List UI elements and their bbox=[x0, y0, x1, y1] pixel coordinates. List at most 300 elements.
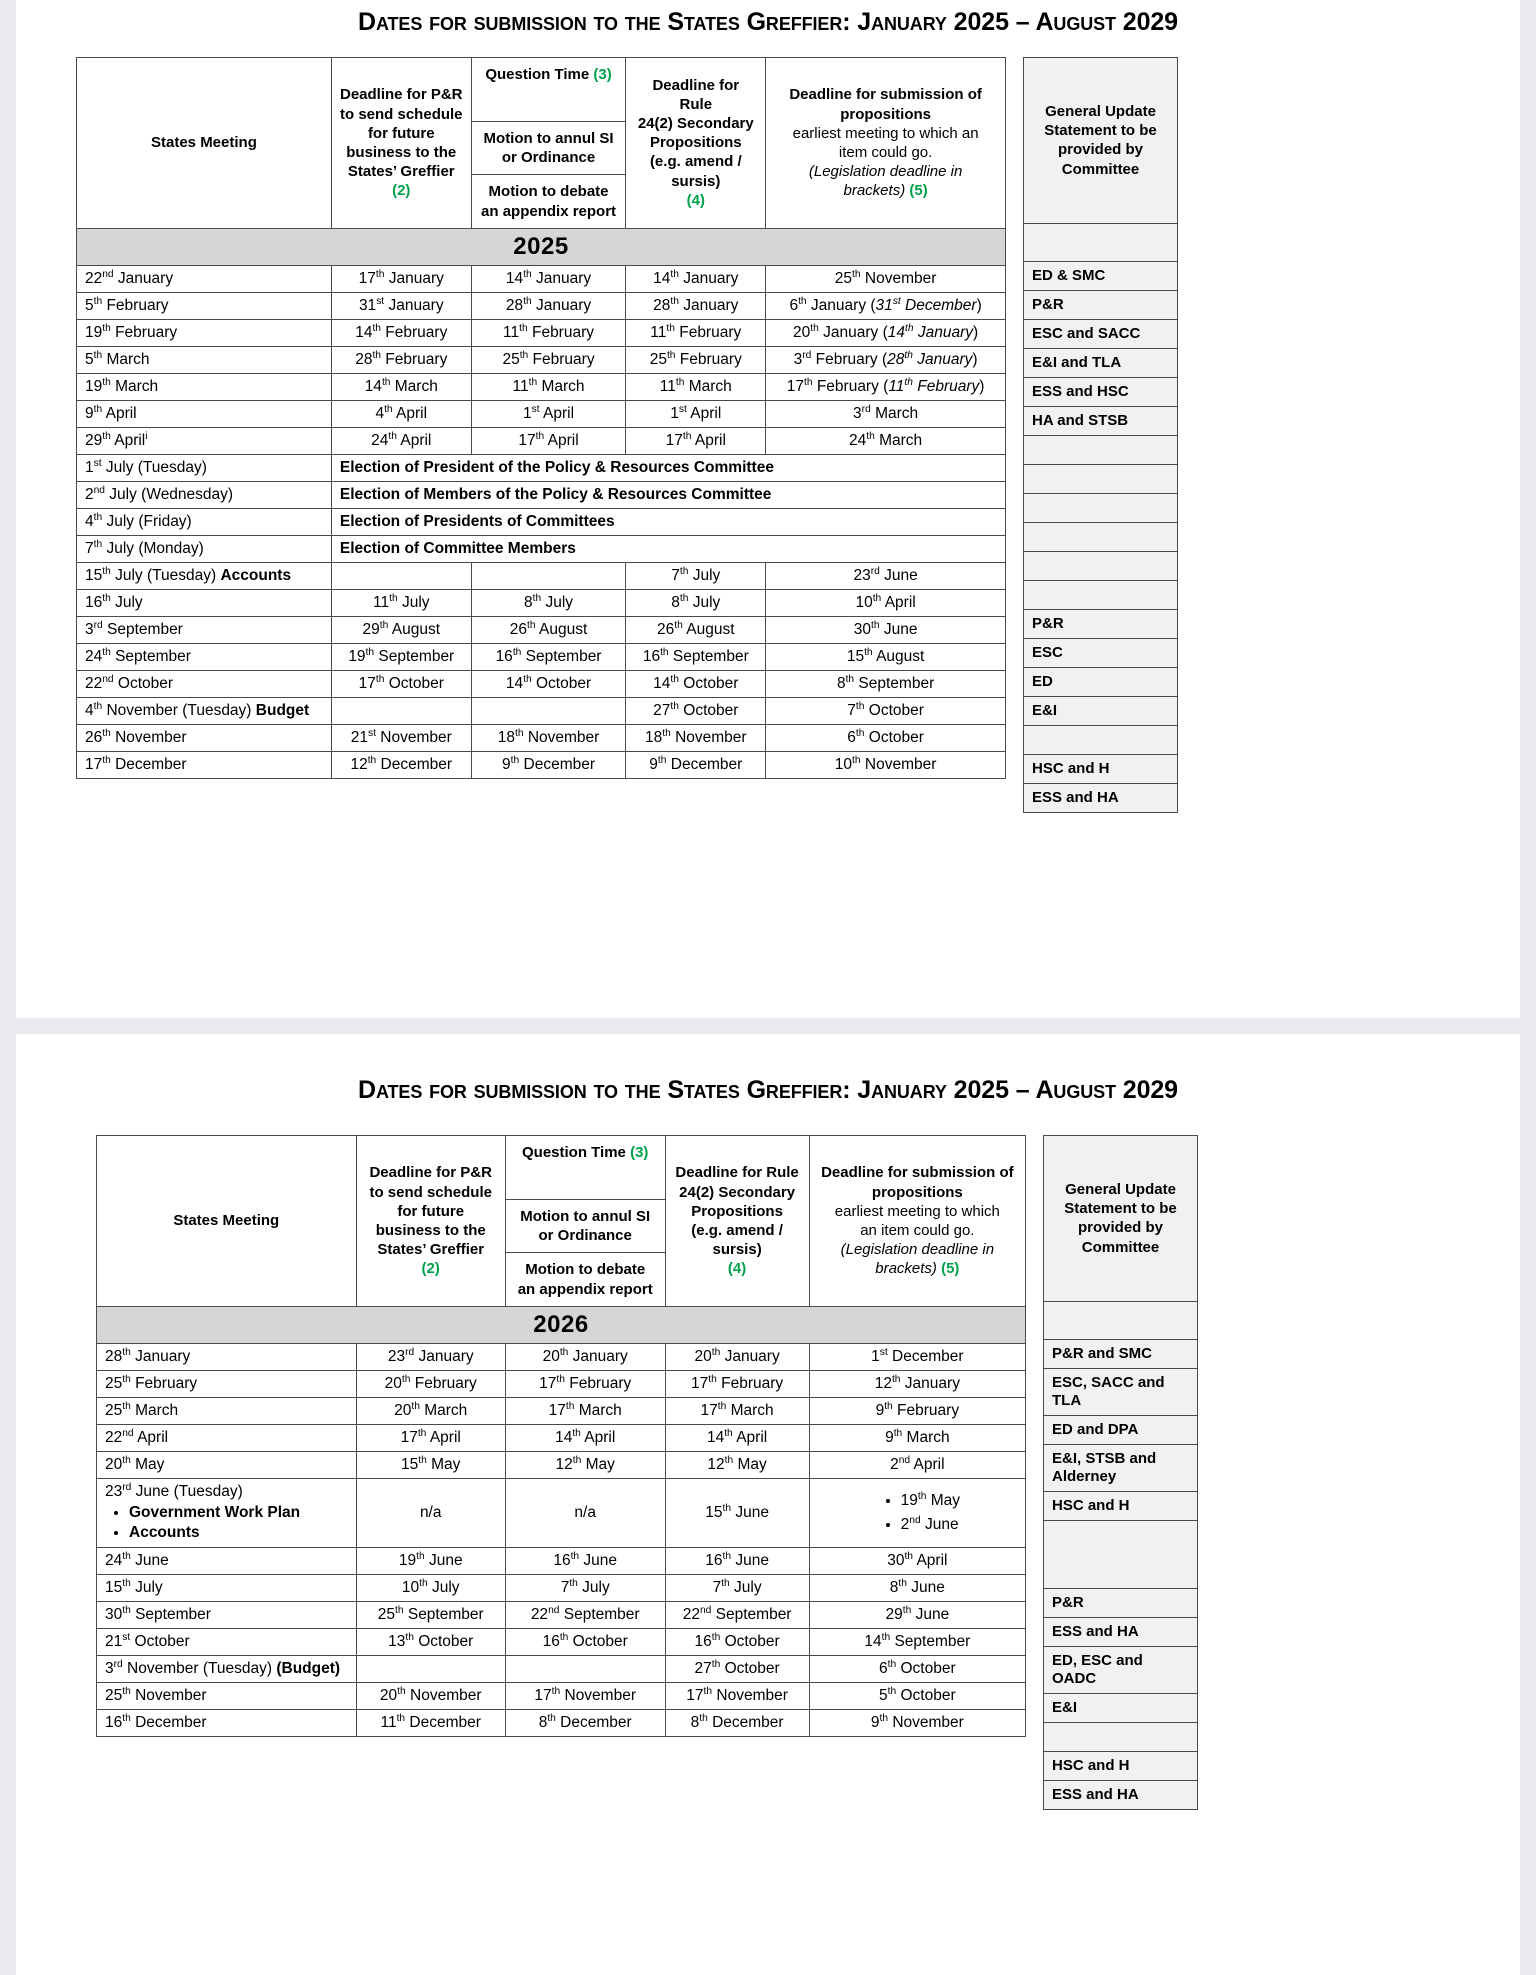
rule24-cell: 9th December bbox=[626, 751, 766, 778]
propositions-cell: 6th January (31st December) bbox=[766, 292, 1006, 319]
committee-row bbox=[1044, 1339, 1198, 1368]
question-time-cell: 8th December bbox=[505, 1709, 665, 1736]
committee-cell: P&R bbox=[1024, 290, 1178, 319]
committee-cell: HA and STSB bbox=[1024, 406, 1178, 435]
meeting-date-cell: 3rd November (Tuesday) (Budget) bbox=[97, 1655, 357, 1682]
committee-row bbox=[1044, 1415, 1198, 1444]
committee-cell: E&I bbox=[1044, 1693, 1198, 1722]
col-question-time-2026 bbox=[505, 1136, 665, 1307]
committee-row bbox=[1024, 551, 1178, 580]
question-time-cell: 14th April bbox=[505, 1424, 665, 1451]
committee-row bbox=[1024, 638, 1178, 667]
meeting-date-cell: 9th April bbox=[77, 400, 332, 427]
pr-deadline-cell bbox=[331, 697, 471, 724]
committee-row bbox=[1024, 377, 1178, 406]
table-row bbox=[77, 481, 1006, 508]
qt-annul-row bbox=[472, 122, 626, 175]
committee-row bbox=[1044, 1780, 1198, 1809]
pr-deadline-cell: 29th August bbox=[331, 616, 471, 643]
committee-cell: HSC and H bbox=[1044, 1751, 1198, 1780]
col-props-note: (5) bbox=[909, 182, 928, 200]
col-pr-l1: Deadline for P&R bbox=[340, 86, 463, 104]
table-row bbox=[97, 1547, 1026, 1574]
col-r24-l4-2026: (e.g. amend / bbox=[691, 1221, 783, 1239]
question-time-cell: 1st April bbox=[471, 400, 626, 427]
table-row bbox=[77, 427, 1006, 454]
col-props-l5: (Legislation deadline in bbox=[808, 163, 963, 181]
committee-cell: ESS and HA bbox=[1024, 783, 1178, 812]
meeting-date-cell: 22nd October bbox=[77, 670, 332, 697]
rule24-cell: 27th October bbox=[626, 697, 766, 724]
col-props-l6: brackets) bbox=[843, 182, 906, 200]
meeting-date-cell: 5th February bbox=[77, 292, 332, 319]
rule24-cell: 14th January bbox=[626, 265, 766, 292]
meeting-date-cell: 26th November bbox=[77, 724, 332, 751]
committee-row bbox=[1024, 609, 1178, 638]
table-row bbox=[77, 454, 1006, 481]
propositions-cell: 7th October bbox=[766, 697, 1006, 724]
pr-deadline-cell: 12th December bbox=[331, 751, 471, 778]
election-note-cell: Election of Members of the Policy & Resources Committee bbox=[331, 481, 1005, 508]
col-cmt-l3: provided by bbox=[1057, 141, 1143, 159]
question-time-cell: 12th May bbox=[505, 1451, 665, 1478]
committee-body-2026 bbox=[1044, 1301, 1198, 1809]
rule24-cell: 12th May bbox=[665, 1451, 809, 1478]
propositions-cell: 9th March bbox=[809, 1424, 1025, 1451]
committee-cell bbox=[1024, 464, 1178, 493]
pr-deadline-cell: 24th April bbox=[331, 427, 471, 454]
committee-row bbox=[1024, 522, 1178, 551]
pr-deadline-cell: 20th November bbox=[356, 1682, 505, 1709]
committee-cell: P&R and SMC bbox=[1044, 1339, 1198, 1368]
col-pr-note: (2) bbox=[392, 182, 411, 200]
committee-row bbox=[1044, 1491, 1198, 1520]
question-time-cell: 14th January bbox=[471, 265, 626, 292]
table-row bbox=[77, 346, 1006, 373]
committee-cell: HSC and H bbox=[1044, 1491, 1198, 1520]
committee-year-blank-2025 bbox=[1024, 223, 1178, 261]
question-time-cell: 28th January bbox=[471, 292, 626, 319]
meeting-date-cell: 5th March bbox=[77, 346, 332, 373]
table-row bbox=[77, 589, 1006, 616]
pr-deadline-cell: 31st January bbox=[331, 292, 471, 319]
col-props-l4: item could go. bbox=[838, 143, 933, 161]
rule24-cell: 16th September bbox=[626, 643, 766, 670]
rule24-cell: 7th July bbox=[665, 1574, 809, 1601]
committee-row bbox=[1044, 1646, 1198, 1693]
col-qt-label-2026: Question Time bbox=[521, 1144, 626, 1161]
rule24-cell: 28th January bbox=[626, 292, 766, 319]
meeting-date-cell: 20th May bbox=[97, 1451, 357, 1478]
table-row bbox=[77, 697, 1006, 724]
committee-row bbox=[1024, 725, 1178, 754]
rule24-cell: 8th December bbox=[665, 1709, 809, 1736]
meeting-date-cell bbox=[97, 1478, 357, 1547]
rule24-cell: 16th June bbox=[665, 1547, 809, 1574]
rule24-cell: 14th October bbox=[626, 670, 766, 697]
rule24-cell: 26th August bbox=[626, 616, 766, 643]
pr-deadline-cell: n/a bbox=[356, 1478, 505, 1547]
committee-cell bbox=[1024, 435, 1178, 464]
schedule-table-2026 bbox=[96, 1135, 1026, 1737]
col-props-note-2026: (5) bbox=[941, 1260, 960, 1278]
question-time-cell: 17th February bbox=[505, 1370, 665, 1397]
col-props-l6-2026: brackets) bbox=[875, 1260, 937, 1278]
meeting-date-cell: 15th July (Tuesday) Accounts bbox=[77, 562, 332, 589]
col-r24-l5: sursis) bbox=[671, 172, 721, 190]
committee-row bbox=[1024, 754, 1178, 783]
rule24-cell: 14th April bbox=[665, 1424, 809, 1451]
pr-deadline-cell: 17th October bbox=[331, 670, 471, 697]
table-body-2025 bbox=[77, 228, 1006, 778]
election-note-cell: Election of President of the Policy & Resources Committee bbox=[331, 454, 1005, 481]
question-time-cell: 18th November bbox=[471, 724, 626, 751]
propositions-cell: 3rd March bbox=[766, 400, 1006, 427]
table-row bbox=[77, 319, 1006, 346]
committee-cell: E&I, STSB and Alderney bbox=[1044, 1444, 1198, 1491]
col-props-l2-2026: propositions bbox=[871, 1183, 963, 1201]
col-annul-l1: Motion to annul SI bbox=[483, 130, 614, 147]
rule24-cell: 17th April bbox=[626, 427, 766, 454]
rule24-cell: 17th March bbox=[665, 1397, 809, 1424]
propositions-cell: 6th October bbox=[809, 1655, 1025, 1682]
committee-cell bbox=[1024, 551, 1178, 580]
committee-cell bbox=[1024, 725, 1178, 754]
meeting-date-cell: 17th December bbox=[77, 751, 332, 778]
col-question-time bbox=[471, 58, 626, 229]
meeting-date-cell: 22nd January bbox=[77, 265, 332, 292]
col-cmt-l4: Committee bbox=[1061, 160, 1140, 178]
schedule-table-2025 bbox=[76, 57, 1006, 779]
rule24-cell: 20th January bbox=[665, 1343, 809, 1370]
table-row bbox=[77, 508, 1006, 535]
propositions-cell: 10th April bbox=[766, 589, 1006, 616]
tables-wrap-2025 bbox=[16, 57, 1520, 813]
col-r24-l4: (e.g. amend / bbox=[649, 153, 742, 171]
col-qt-label: Question Time bbox=[485, 66, 590, 83]
committee-row bbox=[1024, 580, 1178, 609]
table-row bbox=[97, 1424, 1026, 1451]
pr-deadline-cell: 28th February bbox=[331, 346, 471, 373]
table-row bbox=[97, 1451, 1026, 1478]
pr-deadline-cell: 20th March bbox=[356, 1397, 505, 1424]
col-r24-l2-2026: 24(2) Secondary bbox=[679, 1183, 796, 1201]
propositions-bullet-list bbox=[875, 1489, 960, 1537]
election-note-cell: Election of Presidents of Committees bbox=[331, 508, 1005, 535]
year-band-row-2026 bbox=[97, 1306, 1026, 1343]
table-row bbox=[77, 724, 1006, 751]
meeting-date-cell: 4th July (Friday) bbox=[77, 508, 332, 535]
year-label-2026: 2026 bbox=[97, 1306, 1026, 1343]
committee-header-2026 bbox=[1044, 1136, 1198, 1302]
pr-deadline-cell bbox=[331, 562, 471, 589]
committee-cell: ED and DPA bbox=[1044, 1415, 1198, 1444]
committee-cell: E&I bbox=[1024, 696, 1178, 725]
committee-cell: ESS and HA bbox=[1044, 1617, 1198, 1646]
meeting-date-cell: 7th July (Monday) bbox=[77, 535, 332, 562]
meeting-date-cell: 25th February bbox=[97, 1370, 357, 1397]
question-time-cell: 11th March bbox=[471, 373, 626, 400]
pr-deadline-cell: 23rd January bbox=[356, 1343, 505, 1370]
pr-deadline-cell: 19th September bbox=[331, 643, 471, 670]
committee-row bbox=[1024, 261, 1178, 290]
table-row bbox=[77, 400, 1006, 427]
rule24-cell: 18th November bbox=[626, 724, 766, 751]
propositions-cell: 12th January bbox=[809, 1370, 1025, 1397]
propositions-cell: 3rd February (28th January) bbox=[766, 346, 1006, 373]
meeting-date-cell: 22nd April bbox=[97, 1424, 357, 1451]
col-pr-l2: to send schedule bbox=[340, 105, 463, 123]
committee-cell bbox=[1024, 493, 1178, 522]
question-time-cell bbox=[505, 1655, 665, 1682]
col-cmt-l3-2026: provided by bbox=[1077, 1219, 1163, 1237]
committee-cell: E&I and TLA bbox=[1024, 348, 1178, 377]
meeting-date-cell: 4th November (Tuesday) Budget bbox=[77, 697, 332, 724]
committee-header-2025 bbox=[1024, 58, 1178, 224]
col-props-l3-2026: earliest meeting to which bbox=[834, 1202, 1000, 1220]
rule24-cell: 17th February bbox=[665, 1370, 809, 1397]
question-time-cell: n/a bbox=[505, 1478, 665, 1547]
col-states-meeting-2026: States Meeting bbox=[97, 1136, 357, 1307]
committee-row bbox=[1044, 1588, 1198, 1617]
committee-row bbox=[1044, 1693, 1198, 1722]
qt-title-row bbox=[472, 58, 626, 122]
propositions-cell: 23rd June bbox=[766, 562, 1006, 589]
question-time-cell: 17th November bbox=[505, 1682, 665, 1709]
col-pr-l3-2026: for future bbox=[397, 1202, 465, 1220]
year-band-row-2025 bbox=[77, 228, 1006, 265]
committee-body-2025 bbox=[1024, 223, 1178, 812]
propositions-cell: 2nd April bbox=[809, 1451, 1025, 1478]
col-states-meeting: States Meeting bbox=[77, 58, 332, 229]
col-debate-l2: an appendix report bbox=[481, 202, 617, 220]
rule24-cell: 16th October bbox=[665, 1628, 809, 1655]
col-rule24 bbox=[626, 58, 766, 229]
table-row bbox=[97, 1478, 1026, 1547]
page-2025 bbox=[16, 0, 1520, 1018]
committee-row bbox=[1024, 435, 1178, 464]
rule24-cell: 11th February bbox=[626, 319, 766, 346]
pr-deadline-cell: 20th February bbox=[356, 1370, 505, 1397]
table-header-2025 bbox=[77, 58, 1006, 229]
table-row bbox=[97, 1370, 1026, 1397]
meeting-date-cell: 25th November bbox=[97, 1682, 357, 1709]
pr-deadline-cell bbox=[356, 1655, 505, 1682]
col-props-l4-2026: an item could go. bbox=[860, 1221, 975, 1239]
committee-row bbox=[1024, 464, 1178, 493]
committee-row bbox=[1044, 1751, 1198, 1780]
question-time-cell: 16th October bbox=[505, 1628, 665, 1655]
committee-year-blank-2026 bbox=[1044, 1301, 1198, 1339]
propositions-cell: 15th August bbox=[766, 643, 1006, 670]
committee-row bbox=[1024, 406, 1178, 435]
pr-deadline-cell: 17th April bbox=[356, 1424, 505, 1451]
page-title-2025: Dates for submission to the States Greffier: January 2025 – August 2029 bbox=[358, 8, 1178, 36]
table-row bbox=[77, 265, 1006, 292]
page-title-2026: Dates for submission to the States Greffier: January 2025 – August 2029 bbox=[358, 1076, 1178, 1104]
propositions-cell: 10th November bbox=[766, 751, 1006, 778]
tables-wrap-2026 bbox=[16, 1135, 1520, 1810]
meeting-date-cell: 24th June bbox=[97, 1547, 357, 1574]
meeting-date-label: 23rd June (Tuesday) bbox=[105, 1481, 243, 1500]
committee-row bbox=[1044, 1444, 1198, 1491]
question-time-cell bbox=[471, 697, 626, 724]
col-annul-l2-2026: or Ordinance bbox=[538, 1227, 632, 1245]
pr-deadline-cell: 15th May bbox=[356, 1451, 505, 1478]
col-props-l3: earliest meeting to which an bbox=[792, 124, 979, 142]
pr-deadline-cell: 14th February bbox=[331, 319, 471, 346]
meeting-date-cell: 19th February bbox=[77, 319, 332, 346]
meeting-date-cell: 28th January bbox=[97, 1343, 357, 1370]
propositions-cell: 5th October bbox=[809, 1682, 1025, 1709]
col-r24-l1: Deadline for Rule bbox=[652, 76, 740, 113]
question-time-cell: 25th February bbox=[471, 346, 626, 373]
table-row bbox=[77, 292, 1006, 319]
col-r24-l1-2026: Deadline for Rule bbox=[675, 1164, 799, 1182]
committee-row bbox=[1024, 348, 1178, 377]
col-qt-note: (3) bbox=[593, 66, 612, 83]
table-row bbox=[97, 1655, 1026, 1682]
pr-deadline-cell: 14th March bbox=[331, 373, 471, 400]
committee-cell: ESC, SACC and TLA bbox=[1044, 1368, 1198, 1415]
committee-table-2025 bbox=[1023, 57, 1178, 813]
col-r24-l2: 24(2) Secondary bbox=[637, 115, 754, 133]
col-debate-l2-2026: an appendix report bbox=[517, 1280, 653, 1298]
meeting-date-cell: 16th December bbox=[97, 1709, 357, 1736]
question-time-cell: 8th July bbox=[471, 589, 626, 616]
propositions-cell: 30th April bbox=[809, 1547, 1025, 1574]
table-header-2026 bbox=[97, 1136, 1026, 1307]
col-debate-l1-2026: Motion to debate bbox=[525, 1261, 646, 1279]
meeting-date-cell: 25th March bbox=[97, 1397, 357, 1424]
committee-cell bbox=[1044, 1722, 1198, 1751]
question-time-cell: 9th December bbox=[471, 751, 626, 778]
committee-row bbox=[1044, 1520, 1198, 1588]
committee-cell: ESC bbox=[1024, 638, 1178, 667]
meeting-date-cell: 19th March bbox=[77, 373, 332, 400]
pr-deadline-cell: 11th December bbox=[356, 1709, 505, 1736]
table-row bbox=[97, 1682, 1026, 1709]
qt-debate-row-2026 bbox=[506, 1253, 665, 1305]
col-cmt-l1-2026: General Update bbox=[1065, 1181, 1176, 1198]
col-pr-l3: for future bbox=[367, 124, 435, 142]
question-time-cell: 16th June bbox=[505, 1547, 665, 1574]
table-row bbox=[77, 670, 1006, 697]
col-r24-l3: Propositions bbox=[649, 134, 742, 152]
meeting-date-cell: 3rd September bbox=[77, 616, 332, 643]
col-pr-l1-2026: Deadline for P&R bbox=[369, 1164, 492, 1182]
meeting-date-cell: 16th July bbox=[77, 589, 332, 616]
rule24-cell: 11th March bbox=[626, 373, 766, 400]
rule24-cell: 1st April bbox=[626, 400, 766, 427]
committee-cell: ESC and SACC bbox=[1024, 319, 1178, 348]
committee-row bbox=[1024, 290, 1178, 319]
committee-row bbox=[1024, 783, 1178, 812]
committee-table-2026 bbox=[1043, 1135, 1198, 1810]
col-pr-l5-2026: States’ Greffier bbox=[377, 1241, 485, 1259]
col-annul-l1-2026: Motion to annul SI bbox=[520, 1208, 651, 1225]
pr-deadline-cell: 13th October bbox=[356, 1628, 505, 1655]
rule24-cell: 8th July bbox=[626, 589, 766, 616]
propositions-cell bbox=[809, 1478, 1025, 1547]
pr-deadline-cell: 21st November bbox=[331, 724, 471, 751]
question-time-cell: 11th February bbox=[471, 319, 626, 346]
qt-debate-row bbox=[472, 175, 626, 227]
propositions-cell: 1st December bbox=[809, 1343, 1025, 1370]
col-pr-l4: business to the bbox=[346, 143, 457, 161]
committee-cell bbox=[1044, 1520, 1198, 1588]
col-committee bbox=[1024, 58, 1178, 224]
propositions-cell: 25th November bbox=[766, 265, 1006, 292]
table-row bbox=[77, 535, 1006, 562]
rule24-cell: 25th February bbox=[626, 346, 766, 373]
propositions-cell: 30th June bbox=[766, 616, 1006, 643]
table-row bbox=[77, 373, 1006, 400]
committee-blank-cell-2026 bbox=[1044, 1301, 1198, 1339]
committee-row bbox=[1024, 493, 1178, 522]
propositions-cell: 8th June bbox=[809, 1574, 1025, 1601]
meeting-bullet-item: • Accounts bbox=[129, 1523, 348, 1543]
question-time-cell: 14th October bbox=[471, 670, 626, 697]
col-r24-l3-2026: Propositions bbox=[691, 1202, 783, 1220]
meeting-date-cell: 1st July (Tuesday) bbox=[77, 454, 332, 481]
pr-deadline-cell: 25th September bbox=[356, 1601, 505, 1628]
col-r24-note: (4) bbox=[686, 191, 705, 209]
committee-cell bbox=[1024, 522, 1178, 551]
col-qt-note-2026: (3) bbox=[630, 1144, 649, 1161]
table-row bbox=[97, 1601, 1026, 1628]
table-row bbox=[97, 1709, 1026, 1736]
committee-row bbox=[1044, 1617, 1198, 1646]
table-row bbox=[77, 643, 1006, 670]
table-row bbox=[77, 616, 1006, 643]
rule24-cell: 7th July bbox=[626, 562, 766, 589]
question-time-cell: 17th April bbox=[471, 427, 626, 454]
col-cmt-l1: General Update bbox=[1045, 103, 1156, 120]
question-time-cell bbox=[471, 562, 626, 589]
col-annul-l2: or Ordinance bbox=[501, 149, 596, 167]
propositions-cell: 20th January (14th January) bbox=[766, 319, 1006, 346]
table-row bbox=[97, 1397, 1026, 1424]
meeting-date-cell: 29th April$^i$ bbox=[77, 427, 332, 454]
table-row bbox=[97, 1628, 1026, 1655]
question-time-cell: 20th January bbox=[505, 1343, 665, 1370]
page-2026 bbox=[16, 1034, 1520, 1975]
col-cmt-l2-2026: Statement to be bbox=[1064, 1200, 1177, 1218]
qt-title-row-2026 bbox=[506, 1136, 665, 1200]
committee-cell: ESS and HSC bbox=[1024, 377, 1178, 406]
question-time-cell: 16th September bbox=[471, 643, 626, 670]
col-r24-l5-2026: sursis) bbox=[712, 1241, 762, 1259]
committee-blank-cell bbox=[1024, 223, 1178, 261]
meeting-bullet-list bbox=[105, 1503, 348, 1543]
col-pr-schedule-2026 bbox=[356, 1136, 505, 1307]
col-cmt-l2: Statement to be bbox=[1044, 122, 1157, 140]
question-time-cell: 17th March bbox=[505, 1397, 665, 1424]
year-label-2025: 2025 bbox=[77, 228, 1006, 265]
propositions-cell: 8th September bbox=[766, 670, 1006, 697]
committee-cell: ESS and HA bbox=[1044, 1780, 1198, 1809]
election-note-cell: Election of Committee Members bbox=[331, 535, 1005, 562]
col-debate-l1: Motion to debate bbox=[488, 183, 609, 201]
col-propositions bbox=[766, 58, 1006, 229]
committee-row bbox=[1024, 319, 1178, 348]
col-committee-2026 bbox=[1044, 1136, 1198, 1302]
col-props-l1-2026: Deadline for submission of bbox=[821, 1164, 1014, 1182]
pr-deadline-cell: 10th July bbox=[356, 1574, 505, 1601]
propositions-cell: 6th October bbox=[766, 724, 1006, 751]
pr-deadline-cell: 17th January bbox=[331, 265, 471, 292]
